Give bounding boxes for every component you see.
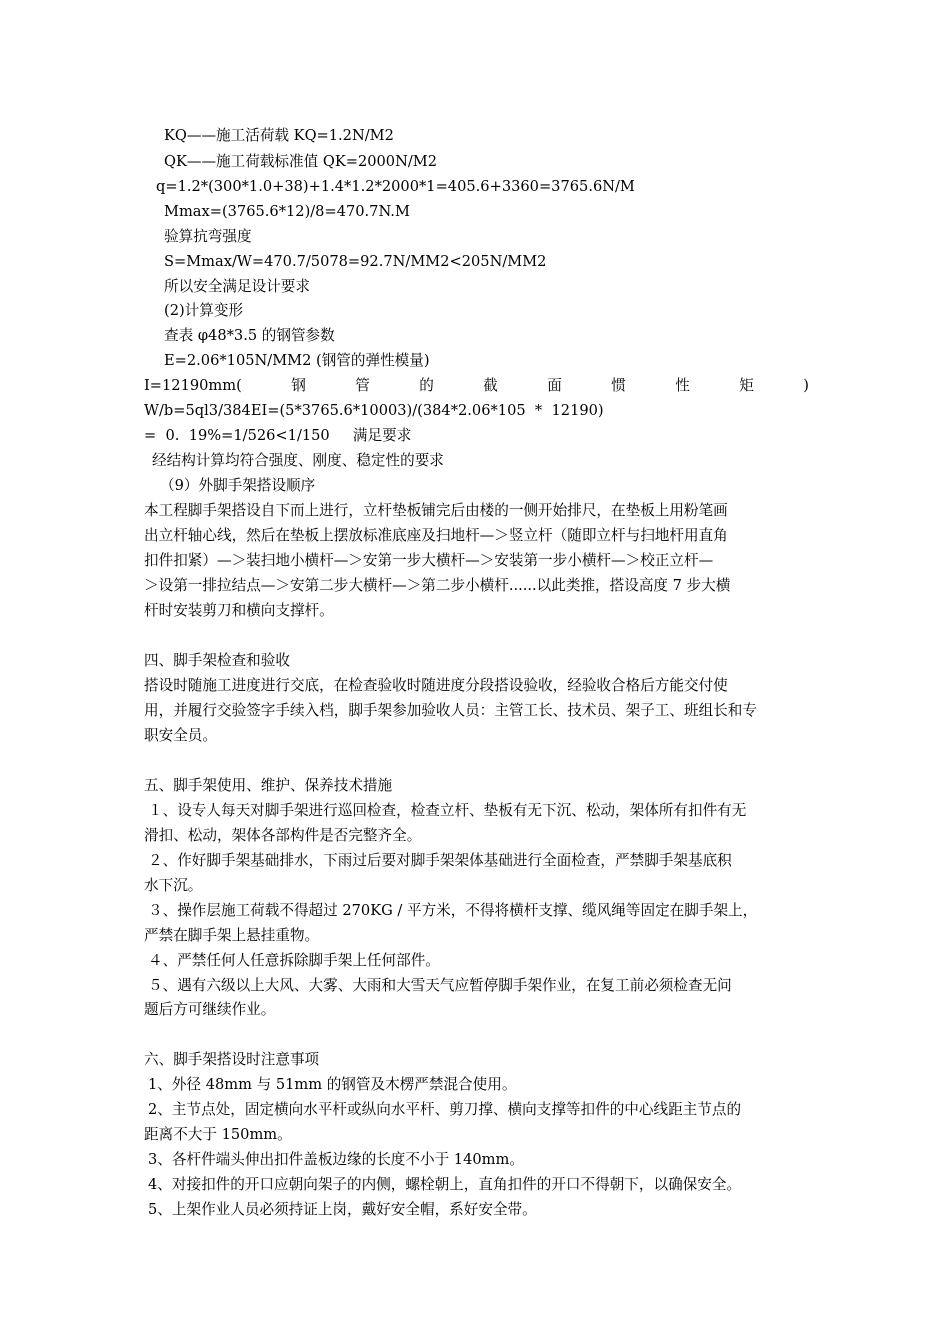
text-line: 出立杆轴心线，然后在垫板上摆放标准底座及扫地杆—＞竖立杆（随即立杆与扫地杆用直角	[144, 527, 728, 544]
text-line: 严禁在脚手架上悬挂重物。	[144, 927, 320, 944]
text-segment: 截	[483, 377, 498, 394]
text-line: 用，并履行交验签字手续入档，脚手架参加验收人员：主管工长、技术员、架子工、班组长和专	[144, 702, 757, 719]
text-line: 5、上架作业人员必须持证上岗，戴好安全帽，系好安全带。	[148, 1201, 537, 1218]
text-line: ２、作好脚手架基础排水，下雨过后要对脚手架架体基础进行全面检查，严禁脚手架基底积	[148, 852, 732, 869]
text-line: 4、对接扣件的开口应朝向架子的内侧，螺栓朝上，直角扣件的开口不得朝下，以确保安全。	[148, 1176, 742, 1193]
text-line: 滑扣、松动，架体各部构件是否完整齐全。	[144, 827, 422, 844]
text-line: E=2.06*105N/MM2 (钢管的弹性模量)	[164, 352, 430, 369]
text-line: 经结构计算均符合强度、刚度、稳定性的要求	[152, 452, 444, 469]
text-line: KQ——施工活荷载 KQ=1.2N/M2	[164, 127, 394, 144]
text-line: 3、各杆件端头伸出扣件盖板边缘的长度不小于 140mm。	[148, 1151, 524, 1168]
text-line: q=1.2*(300*1.0+38)+1.4*1.2*2000*1=405.6+3360=3765.6N/M	[156, 178, 635, 195]
text-segment: 管	[355, 377, 370, 394]
text-line: ５、遇有六级以上大风、大雾、大雨和大雪天气应暂停脚手架作业，在复工前必须检查无问	[148, 977, 732, 994]
text-line: 本工程脚手架搭设自下而上进行，立杆垫板铺完后由楼的一侧开始排尺，在垫板上用粉笔画	[144, 502, 728, 519]
text-line: 职安全员。	[144, 727, 217, 744]
text-line: 2、主节点处，固定横向水平杆或纵向水平杆、剪刀撑、横向支撑等扣件的中心线距主节点的	[148, 1101, 742, 1118]
section-heading: 四、脚手架检查和验收	[144, 652, 290, 669]
text-segment: 面	[547, 377, 562, 394]
text-segment: 矩	[739, 377, 754, 394]
text-line: QK——施工荷载标准值 QK=2000N/M2	[164, 153, 437, 170]
text-line: 所以安全满足设计要求	[164, 278, 310, 295]
text-line: 查表 φ48*3.5 的钢管参数	[164, 327, 335, 344]
text-line: (2)计算变形	[164, 302, 244, 319]
text-segment: 钢	[291, 377, 306, 394]
section-heading: （9）外脚手架搭设顺序	[160, 477, 316, 494]
text-segment: I=12190mm(	[144, 377, 242, 394]
section-heading: 六、脚手架搭设时注意事项	[144, 1051, 320, 1068]
text-segment: 的	[419, 377, 434, 394]
text-line: ３、操作层施工荷载不得超过 270KG / 平方米，不得将横杆支撑、缆风绳等固定在脚手架上，	[148, 902, 758, 919]
text-line: 杆时安装剪刀和横向支撑杆。	[144, 602, 334, 619]
text-segment: 惯	[611, 377, 626, 394]
text-line: 1、外径 48mm 与 51mm 的钢管及木楞严禁混合使用。	[148, 1076, 517, 1093]
text-line: W/b=5ql3/384EI=(5*3765.6*10003)/(384*2.06*105 * 12190)	[144, 402, 604, 419]
inertia-line	[144, 376, 809, 396]
text-line: 题后方可继续作业。	[144, 1001, 276, 1018]
text-line: ４、严禁任何人任意拆除脚手架上任何部件。	[148, 952, 440, 969]
text-line: １、设专人每天对脚手架进行巡回检查，检查立杆、垫板有无下沉、松动，架体所有扣件有无	[148, 802, 747, 819]
text-line: = 0. 19%=1/526<1/150 满足要求	[144, 427, 412, 444]
text-line: 扣件扣紧）—＞装扫地小横杆—＞安第一步大横杆—＞安装第一步小横杆—＞校正立杆—	[144, 552, 714, 569]
text-line: Mmax=(3765.6*12)/8=470.7N.M	[164, 203, 410, 220]
text-line: ＞设第一排拉结点—＞安第二步大横杆—＞第二步小横杆......以此类推，搭设高度 7 步大横	[144, 577, 731, 594]
text-line: 搭设时随施工进度进行交底，在检查验收时随进度分段搭设验收，经验收合格后方能交付使	[144, 677, 728, 694]
text-line: 水下沉。	[144, 877, 203, 894]
text-segment: )	[803, 377, 809, 394]
text-line: S=Mmax/W=470.7/5078=92.7N/MM2<205N/MM2	[164, 253, 547, 270]
section-heading: 五、脚手架使用、维护、保养技术措施	[144, 777, 393, 794]
text-line: 验算抗弯强度	[164, 228, 252, 245]
text-segment: 性	[675, 377, 690, 394]
text-line: 距离不大于 150mm。	[144, 1126, 292, 1143]
